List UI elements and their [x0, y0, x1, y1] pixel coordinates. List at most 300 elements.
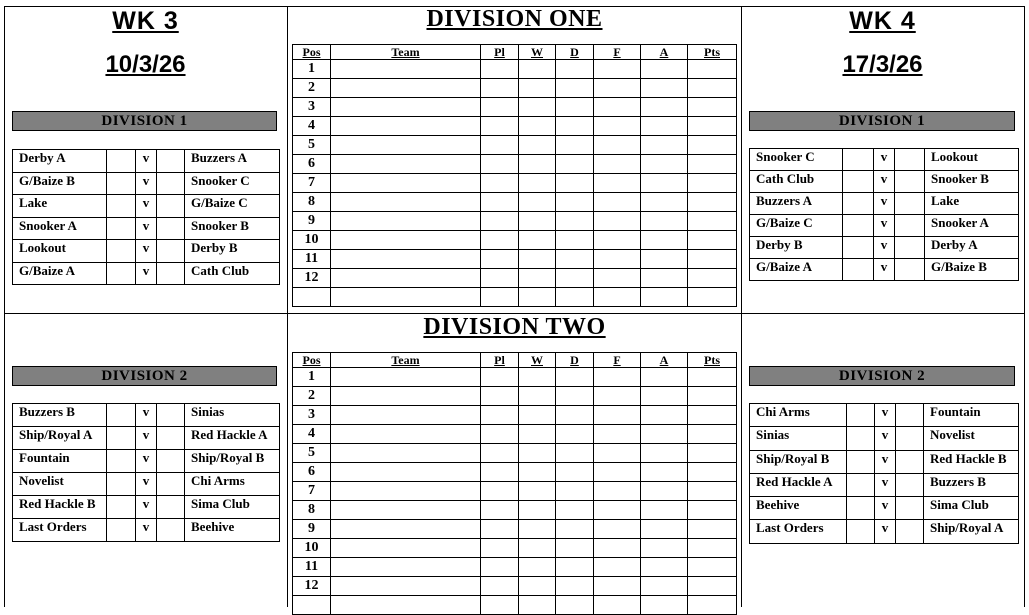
league-cell: [688, 98, 737, 117]
week4-date: 17/3/26: [842, 51, 923, 78]
away-score-cell: [157, 496, 185, 519]
home-team: Last Orders: [750, 520, 847, 543]
versus-label: v: [874, 215, 895, 237]
home-team: Last Orders: [13, 519, 107, 542]
fixture-row: [13, 262, 280, 285]
league-cell: [481, 212, 519, 231]
league-cell: [519, 368, 556, 387]
league-cell: [519, 463, 556, 482]
league-cell: [556, 539, 594, 558]
league-cell: [688, 577, 737, 596]
league-cell: [688, 539, 737, 558]
away-team: Derby B: [185, 240, 280, 263]
week3-division2-bar: DIVISION 2: [12, 366, 277, 386]
league-cell: [519, 539, 556, 558]
league-cell: [519, 212, 556, 231]
league-cell: [556, 387, 594, 406]
league-cell: [481, 231, 519, 250]
fixture-row: [13, 427, 280, 450]
league-cell: [481, 539, 519, 558]
league-cell: [594, 520, 641, 539]
home-team: Red Hackle B: [13, 496, 107, 519]
fixture-row: [750, 520, 1019, 543]
away-team: Ship/Royal B: [185, 450, 280, 473]
league-cell: [481, 406, 519, 425]
league-cell: [641, 539, 688, 558]
versus-label: v: [136, 217, 157, 240]
home-team: Derby A: [13, 150, 107, 173]
position-cell: 6: [293, 463, 331, 482]
week4-division2-fixtures: [749, 403, 1019, 544]
fixture-row: [750, 171, 1019, 193]
division-one-header-row: [293, 45, 737, 60]
away-team: Snooker B: [925, 171, 1019, 193]
week3-division1-fixtures: [12, 149, 280, 285]
league-cell: [594, 79, 641, 98]
league-cell: [481, 60, 519, 79]
league-cell: [594, 174, 641, 193]
away-team: Red Hackle A: [185, 427, 280, 450]
fixture-row: [750, 497, 1019, 520]
sheet-left-border: [4, 6, 5, 607]
home-score-cell: [107, 240, 136, 263]
league-cell: [519, 501, 556, 520]
fixture-row: [13, 195, 280, 218]
position-cell: 10: [293, 539, 331, 558]
away-score-cell: [157, 427, 185, 450]
league-cell: [519, 79, 556, 98]
league-cell: [594, 406, 641, 425]
fixture-row: [750, 404, 1019, 427]
league-cell: [519, 269, 556, 288]
league-cell: [641, 406, 688, 425]
league-cell: [556, 482, 594, 501]
versus-label: v: [136, 473, 157, 496]
league-cell: [519, 444, 556, 463]
home-score-cell: [843, 171, 874, 193]
position-cell: 12: [293, 577, 331, 596]
column-header: F: [594, 45, 641, 60]
away-score-cell: [157, 450, 185, 473]
home-score-cell: [107, 172, 136, 195]
league-cell: [519, 425, 556, 444]
home-score-cell: [107, 150, 136, 173]
league-cell: [519, 558, 556, 577]
league-cell: [594, 558, 641, 577]
league-cell: [556, 174, 594, 193]
versus-label: v: [136, 240, 157, 263]
away-team: Lookout: [925, 149, 1019, 171]
league-cell: [331, 387, 481, 406]
away-score-cell: [896, 404, 924, 427]
league-cell: [331, 406, 481, 425]
home-team: Derby B: [750, 237, 843, 259]
league-cell: [481, 444, 519, 463]
league-cell: [641, 212, 688, 231]
fixture-row: [13, 240, 280, 263]
league-cell: [481, 501, 519, 520]
league-cell: [481, 387, 519, 406]
position-cell: 8: [293, 501, 331, 520]
away-score-cell: [895, 149, 925, 171]
versus-label: v: [136, 172, 157, 195]
league-cell: [594, 596, 641, 615]
league-row: [293, 269, 737, 288]
league-cell: [594, 60, 641, 79]
league-cell: [556, 463, 594, 482]
league-cell: [331, 231, 481, 250]
league-cell: [641, 174, 688, 193]
league-cell: [331, 577, 481, 596]
league-cell: [556, 98, 594, 117]
week3-title: WK 3: [112, 7, 179, 35]
fixture-row: [750, 427, 1019, 450]
league-cell: [519, 596, 556, 615]
league-cell: [556, 212, 594, 231]
away-team: G/Baize B: [925, 259, 1019, 281]
home-score-cell: [107, 473, 136, 496]
fixture-row: [13, 450, 280, 473]
league-row: [293, 117, 737, 136]
fixture-row: [13, 496, 280, 519]
league-cell: [556, 501, 594, 520]
league-cell: [481, 288, 519, 307]
league-cell: [331, 155, 481, 174]
fixture-row: [13, 172, 280, 195]
league-cell: [594, 501, 641, 520]
league-cell: [688, 288, 737, 307]
league-cell: [331, 136, 481, 155]
league-row: [293, 79, 737, 98]
league-cell: [519, 193, 556, 212]
home-score-cell: [843, 237, 874, 259]
league-cell: [688, 193, 737, 212]
away-team: Cath Club: [185, 262, 280, 285]
week3-division1-bar: DIVISION 1: [12, 111, 277, 131]
home-team: Buzzers A: [750, 193, 843, 215]
league-cell: [641, 193, 688, 212]
league-cell: [556, 406, 594, 425]
league-cell: [641, 60, 688, 79]
away-score-cell: [896, 497, 924, 520]
league-row: [293, 155, 737, 174]
league-cell: [594, 231, 641, 250]
away-score-cell: [157, 172, 185, 195]
versus-label: v: [136, 519, 157, 542]
league-cell: [641, 117, 688, 136]
home-team: Snooker A: [13, 217, 107, 240]
away-score-cell: [157, 150, 185, 173]
column-header: F: [594, 353, 641, 368]
versus-label: v: [136, 496, 157, 519]
fixture-row: [13, 473, 280, 496]
versus-label: v: [136, 450, 157, 473]
away-team: Red Hackle B: [924, 450, 1019, 473]
home-team: Fountain: [13, 450, 107, 473]
week4-division1-fixtures: [749, 148, 1019, 281]
fixture-row: [13, 519, 280, 542]
league-cell: [519, 136, 556, 155]
league-cell: [331, 520, 481, 539]
league-cell: [519, 288, 556, 307]
position-cell: 1: [293, 368, 331, 387]
league-cell: [556, 117, 594, 136]
away-score-cell: [896, 520, 924, 543]
league-cell: [331, 482, 481, 501]
versus-label: v: [136, 262, 157, 285]
league-row: [293, 577, 737, 596]
column-header: Team: [331, 45, 481, 60]
league-row: [293, 463, 737, 482]
league-cell: [481, 250, 519, 269]
league-cell: [594, 288, 641, 307]
home-score-cell: [843, 193, 874, 215]
league-row: [293, 174, 737, 193]
league-cell: [331, 174, 481, 193]
away-team: Beehive: [185, 519, 280, 542]
league-cell: [331, 79, 481, 98]
league-cell: [594, 577, 641, 596]
home-score-cell: [107, 195, 136, 218]
away-team: Sima Club: [924, 497, 1019, 520]
league-cell: [519, 60, 556, 79]
league-cell: [519, 406, 556, 425]
away-score-cell: [157, 240, 185, 263]
versus-label: v: [874, 193, 895, 215]
home-score-cell: [847, 497, 875, 520]
league-cell: [556, 136, 594, 155]
column-header: D: [556, 45, 594, 60]
versus-label: v: [874, 237, 895, 259]
versus-label: v: [875, 473, 896, 496]
league-cell: [688, 117, 737, 136]
league-row: [293, 482, 737, 501]
versus-label: v: [136, 427, 157, 450]
league-row: [293, 368, 737, 387]
league-cell: [481, 463, 519, 482]
home-score-cell: [107, 496, 136, 519]
home-team: G/Baize A: [750, 259, 843, 281]
league-cell: [331, 558, 481, 577]
away-score-cell: [896, 427, 924, 450]
league-cell: [519, 387, 556, 406]
column-header: Pl: [481, 353, 519, 368]
league-cell: [481, 79, 519, 98]
home-score-cell: [107, 450, 136, 473]
away-score-cell: [895, 171, 925, 193]
league-cell: [641, 269, 688, 288]
home-team: Snooker C: [750, 149, 843, 171]
league-cell: [481, 174, 519, 193]
league-cell: [688, 444, 737, 463]
league-cell: [556, 79, 594, 98]
week4-title: WK 4: [849, 7, 916, 35]
league-cell: [556, 577, 594, 596]
league-cell: [594, 250, 641, 269]
away-team: Sinias: [185, 404, 280, 427]
fixture-row: [750, 193, 1019, 215]
league-cell: [481, 596, 519, 615]
week3-date: 10/3/26: [105, 51, 186, 78]
position-cell: 10: [293, 231, 331, 250]
league-cell: [594, 425, 641, 444]
league-cell: [481, 136, 519, 155]
column-header: Pts: [688, 45, 737, 60]
league-cell: [641, 444, 688, 463]
position-cell: 5: [293, 136, 331, 155]
home-team: G/Baize A: [13, 262, 107, 285]
away-score-cell: [895, 237, 925, 259]
away-score-cell: [896, 473, 924, 496]
league-cell: [688, 425, 737, 444]
league-cell: [481, 98, 519, 117]
division-two-title: DIVISION TWO: [423, 314, 606, 340]
league-cell: [519, 250, 556, 269]
league-cell: [519, 155, 556, 174]
versus-label: v: [136, 150, 157, 173]
league-cell: [594, 193, 641, 212]
away-score-cell: [157, 262, 185, 285]
league-cell: [641, 482, 688, 501]
league-cell: [688, 520, 737, 539]
position-cell: 7: [293, 482, 331, 501]
league-cell: [641, 387, 688, 406]
column-header: A: [641, 353, 688, 368]
league-cell: [641, 231, 688, 250]
league-cell: [481, 155, 519, 174]
position-cell: 11: [293, 558, 331, 577]
league-cell: [331, 501, 481, 520]
league-cell: [519, 174, 556, 193]
league-cell: [331, 98, 481, 117]
away-team: Novelist: [924, 427, 1019, 450]
league-cell: [331, 425, 481, 444]
league-cell: [556, 444, 594, 463]
home-team: Lake: [13, 195, 107, 218]
league-cell: [556, 596, 594, 615]
league-cell: [641, 501, 688, 520]
league-cell: [519, 231, 556, 250]
league-cell: [519, 520, 556, 539]
away-team: Sima Club: [185, 496, 280, 519]
home-score-cell: [847, 427, 875, 450]
league-row: [293, 250, 737, 269]
league-cell: [594, 444, 641, 463]
league-row: [293, 288, 737, 307]
league-cell: [556, 60, 594, 79]
league-cell: [641, 98, 688, 117]
home-team: Cath Club: [750, 171, 843, 193]
league-cell: [688, 482, 737, 501]
away-team: Buzzers B: [924, 473, 1019, 496]
league-cell: [331, 444, 481, 463]
league-cell: [688, 155, 737, 174]
league-cell: [641, 288, 688, 307]
league-row: [293, 539, 737, 558]
home-score-cell: [847, 473, 875, 496]
league-cell: [688, 368, 737, 387]
league-cell: [519, 117, 556, 136]
league-row: [293, 444, 737, 463]
league-cell: [481, 193, 519, 212]
league-row: [293, 596, 737, 615]
sheet-column-divider-left: [287, 6, 288, 607]
league-cell: [688, 212, 737, 231]
home-team: Beehive: [750, 497, 847, 520]
away-team: Lake: [925, 193, 1019, 215]
home-team: G/Baize C: [750, 215, 843, 237]
position-cell: 7: [293, 174, 331, 193]
away-team: Snooker C: [185, 172, 280, 195]
fixture-row: [13, 150, 280, 173]
league-cell: [688, 79, 737, 98]
league-cell: [688, 596, 737, 615]
league-cell: [641, 425, 688, 444]
fixture-row: [750, 450, 1019, 473]
league-cell: [556, 558, 594, 577]
league-cell: [331, 60, 481, 79]
league-cell: [556, 269, 594, 288]
league-cell: [688, 463, 737, 482]
column-header: W: [519, 353, 556, 368]
home-team: Ship/Royal A: [13, 427, 107, 450]
division-one-table: [292, 44, 737, 307]
league-cell: [594, 269, 641, 288]
home-score-cell: [847, 450, 875, 473]
league-cell: [641, 250, 688, 269]
position-cell: 11: [293, 250, 331, 269]
home-team: G/Baize B: [13, 172, 107, 195]
column-header: Pts: [688, 353, 737, 368]
league-row: [293, 558, 737, 577]
home-score-cell: [843, 259, 874, 281]
position-cell: 12: [293, 269, 331, 288]
away-team: Ship/Royal A: [924, 520, 1019, 543]
versus-label: v: [136, 195, 157, 218]
away-score-cell: [895, 215, 925, 237]
league-cell: [331, 463, 481, 482]
position-cell: [293, 596, 331, 615]
column-header: Pos: [293, 45, 331, 60]
league-row: [293, 193, 737, 212]
home-team: Buzzers B: [13, 404, 107, 427]
fixture-row: [750, 473, 1019, 496]
league-row: [293, 501, 737, 520]
home-score-cell: [107, 519, 136, 542]
versus-label: v: [875, 497, 896, 520]
league-cell: [331, 539, 481, 558]
league-cell: [688, 231, 737, 250]
away-score-cell: [157, 473, 185, 496]
home-score-cell: [107, 404, 136, 427]
league-cell: [331, 250, 481, 269]
league-cell: [688, 501, 737, 520]
league-cell: [481, 425, 519, 444]
away-score-cell: [157, 195, 185, 218]
home-team: Chi Arms: [750, 404, 847, 427]
position-cell: 2: [293, 79, 331, 98]
league-cell: [594, 482, 641, 501]
versus-label: v: [874, 149, 895, 171]
league-cell: [556, 368, 594, 387]
league-cell: [594, 98, 641, 117]
home-score-cell: [847, 520, 875, 543]
league-cell: [688, 269, 737, 288]
league-row: [293, 425, 737, 444]
fixture-row: [13, 217, 280, 240]
division-two-header-row: [293, 353, 737, 368]
home-score-cell: [843, 149, 874, 171]
